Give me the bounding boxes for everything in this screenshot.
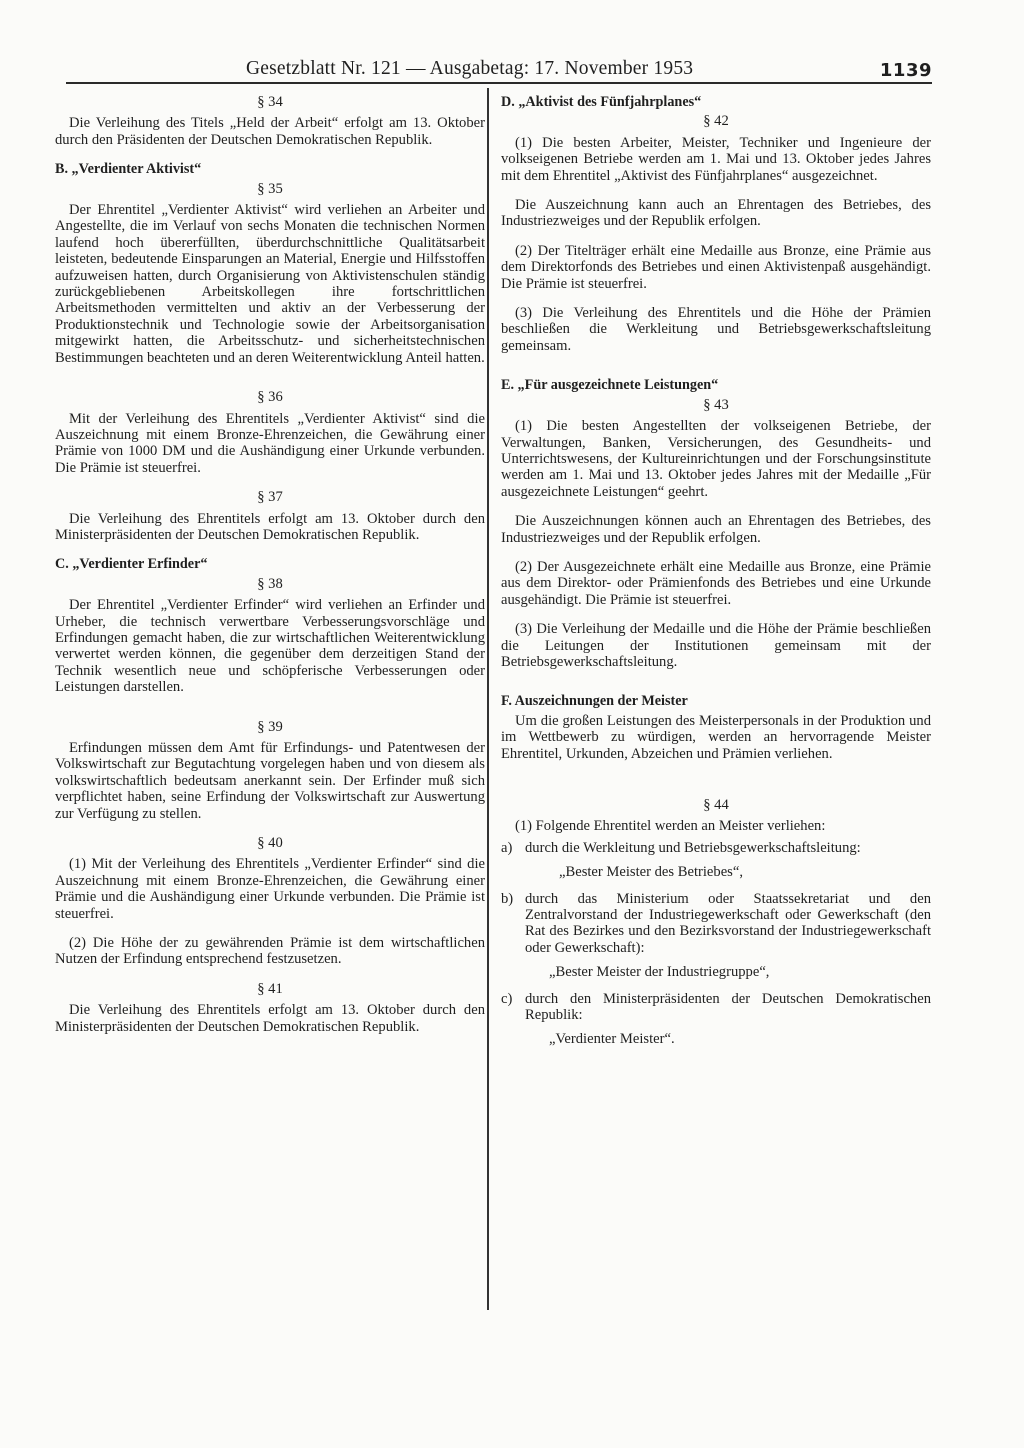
section-40-paragraph-2: (2) Die Höhe der zu gewährenden Prämie ist dem wirtschaftlichen Nutzen der Erfindung entsprechend festzusetzen.: [55, 935, 485, 968]
heading-c: C. „Verdienter Erfinder“: [55, 556, 208, 573]
spacer: [501, 367, 931, 377]
section-43-paragraph-1b: Die Auszeichnungen können auch an Ehrentagen des Betriebes, des Industriezweiges und der Republik erfolgen.: [501, 513, 931, 546]
list-letter: a): [501, 839, 513, 856]
section-42-paragraph-2: (2) Der Titelträger erhält eine Medaille aus Bronze, eine Prämie aus dem Direktorfonds des Betriebes und einen Aktivistenpaß ausgehändigt. Die Prämie ist steuerfrei.: [501, 242, 931, 292]
heading-f: F. Auszeichnungen der Meister: [501, 693, 688, 710]
gazette-title: Gesetzblatt Nr. 121 — Ausgabetag: 17. November 1953: [246, 58, 694, 79]
title-verdienter-meister: „Verdienter Meister“.: [549, 1031, 675, 1048]
section-39-label: § 39: [257, 718, 283, 735]
section-37-label: § 37: [257, 489, 283, 506]
section-42-paragraph-3: (3) Die Verleihung des Ehrentitels und die Höhe der Prämien beschließen die Werkleitung und Betriebsgewerkschaftsleitung gemeinsam.: [501, 305, 931, 354]
section-41-label: § 41: [257, 980, 283, 997]
right-column: [501, 94, 931, 1058]
section-43-paragraph-3: (3) Die Verleihung der Medaille und die Höhe der Prämie beschließen die Leitungen der Institutionen gemeinsam mit der Betriebsgewerkschaftsleitung.: [501, 621, 931, 670]
section-42-label: § 42: [703, 113, 729, 130]
list-letter: c): [501, 990, 513, 1007]
section-37-text: Die Verleihung des Ehrentitels erfolgt am 13. Oktober durch den Ministerpräsidenten der Deutschen Demokratischen Republik.: [55, 510, 485, 543]
page-header: [68, 58, 932, 82]
section-38-label: § 38: [257, 575, 283, 592]
spacer: [55, 709, 485, 719]
list-item-c: [501, 991, 931, 1024]
section-35-label: § 35: [257, 180, 283, 197]
section-43-paragraph-1: (1) Die besten Angestellten der volkseigenen Betriebe, der Verwaltungen, Banken, Versicherungen, des Gesundheits- und Unterrichtswesens, der Kultureinrichtungen und der Forschungsinstitute werden am 1. Mai und 13. Oktober jedes Jahres mit der Medaille „Für ausgezeichnete Leistungen“ geehrt.: [501, 418, 931, 500]
column-divider: [487, 88, 489, 1310]
section-34-text: Die Verleihung des Titels „Held der Arbeit“ erfolgt am 13. Oktober durch den Präsidenten der Deutschen Demokratischen Republik.: [55, 115, 485, 148]
page-number: 1139: [879, 60, 932, 81]
section-42-paragraph-1: (1) Die besten Arbeiter, Meister, Techniker und Ingenieure der volkseigenen Betriebe werden am 1. Mai und 13. Oktober jedes Jahres mit dem Ehrentitel „Aktivist des Fünfjahrplanes“ ausgezeichnet.: [501, 134, 931, 184]
section-40-paragraph-1: (1) Mit der Verleihung des Ehrentitels „Verdienter Erfinder“ sind die Auszeichnung mit einem Bronze-Ehrenzeichen, die Gewährung einer Prämie und die Aushändigung einer Urkunde verbunden. Die Prämie ist steuerfrei.: [55, 856, 485, 922]
title-bester-meister-industriegruppe: „Bester Meister der Industriegruppe“,: [549, 964, 770, 981]
list-letter: b): [501, 890, 514, 907]
heading-b: B. „Verdienter Aktivist“: [55, 161, 202, 178]
spacer: [55, 379, 485, 389]
section-35-text: Der Ehrentitel „Verdienter Aktivist“ wird verliehen an Arbeiter und Angestellte, die im Verlauf von sechs Monaten die technischen Normen laufend hoch übererfüllten, überdurchschnittliche Qualitätsarbeit leisteten, bedeutende Einsparungen an Material, Energie und Hilfsstoffen aufzuweisen hatten, durch Organisierung von Aktivistenschulen ständig zurückgebliebenen Arbeitskollegen ihre fortschrittlichen Arbeitsmethoden vermittelten und aktiv an der Verbesserung der Produktionstechnik und Technologie sowie der Arbeitsorganisation mitgewirkt hatten, die Arbeitsschutz- und sicherheitstechnischen Bestimmungen beachteten und an deren Weiterentwicklung Anteil hatten.: [55, 202, 485, 366]
section-39-text: Erfindungen müssen dem Amt für Erfindungs- und Patentwesen der Volkswirtschaft zur Begutachtung vorgelegen haben und von diesem als volkswirtschaftlich bedeutsam anerkannt sein. Der Erfinder muß sich verpflichtet haben, seine Erfindung der Volkswirtschaft zur Auswertung zur Verfügung zu stellen.: [55, 740, 485, 822]
section-36-text: Mit der Verleihung des Ehrentitels „Verdienter Aktivist“ sind die Auszeichnung mit einem Bronze-Ehrenzeichen, die Gewährung einer Prämie von 1000 DM und die Aushändigung einer Urkunde verbunden. Die Prämie ist steuerfrei.: [55, 410, 485, 476]
list-text: durch die Werkleitung und Betriebsgewerkschaftsleitung:: [525, 839, 861, 856]
section-38-text: Der Ehrentitel „Verdienter Erfinder“ wird verliehen an Erfinder und Urheber, die technisch verwertbare Verbesserungsvorschläge und Erfindungen gemacht haben, die zur wirtschaftlichen Weiterentwicklung verwertet werden können, die gegenüber dem derzeitigen Stand der Technik wesentlich neue und schöpferische Verbesserungen oder Leistungen darstellen.: [55, 597, 485, 696]
section-44-label: § 44: [703, 797, 729, 813]
section-34-label: § 34: [257, 94, 283, 110]
list-text: durch das Ministerium oder Staatssekretariat und den Zentralvorstand der Industriegewerkschaft oder Gewerkschaft (den Rat des Bezirkes und den Bezirksvorstand der Industriegewerkschaft oder Gewerkschaft):: [525, 890, 931, 956]
list-text: durch den Ministerpräsidenten der Deutschen Demokratischen Republik:: [525, 990, 931, 1024]
section-44-intro: (1) Folgende Ehrentitel werden an Meister verliehen:: [515, 818, 826, 835]
left-column: [55, 94, 485, 1048]
section-43-label: § 43: [703, 396, 729, 413]
section-f-intro: Um die großen Leistungen des Meisterpersonals in der Produktion und im Wettbewerb zu würdigen, werden an hervorragende Meister Ehrentitel, Urkunden, Abzeichen und Prämien verliehen.: [501, 712, 931, 762]
spacer: [501, 683, 931, 693]
section-40-label: § 40: [257, 835, 283, 852]
heading-d: D. „Aktivist des Fünfjahrplanes“: [501, 94, 702, 110]
section-36-label: § 36: [257, 389, 283, 406]
spacer: [501, 775, 931, 797]
heading-e: E. „Für ausgezeichnete Leistungen“: [501, 377, 719, 394]
section-42-paragraph-1b: Die Auszeichnung kann auch an Ehrentagen des Betriebes, des Industriezweiges und der Republik erfolgen.: [501, 197, 931, 230]
section-41-text: Die Verleihung des Ehrentitels erfolgt am 13. Oktober durch den Ministerpräsidenten der Deutschen Demokratischen Republik.: [55, 1002, 485, 1035]
header-rule: [66, 82, 932, 84]
list-item-a: [501, 840, 931, 856]
section-43-paragraph-2: (2) Der Ausgezeichnete erhält eine Medaille aus Bronze, eine Prämie aus dem Direktor- oder Prämienfonds des Betriebes und eine Urkunde ausgehändigt. Die Prämie ist steuerfrei.: [501, 558, 931, 608]
list-item-b: [501, 891, 931, 957]
title-bester-meister-betrieb: „Bester Meister des Betriebes“,: [559, 864, 743, 881]
